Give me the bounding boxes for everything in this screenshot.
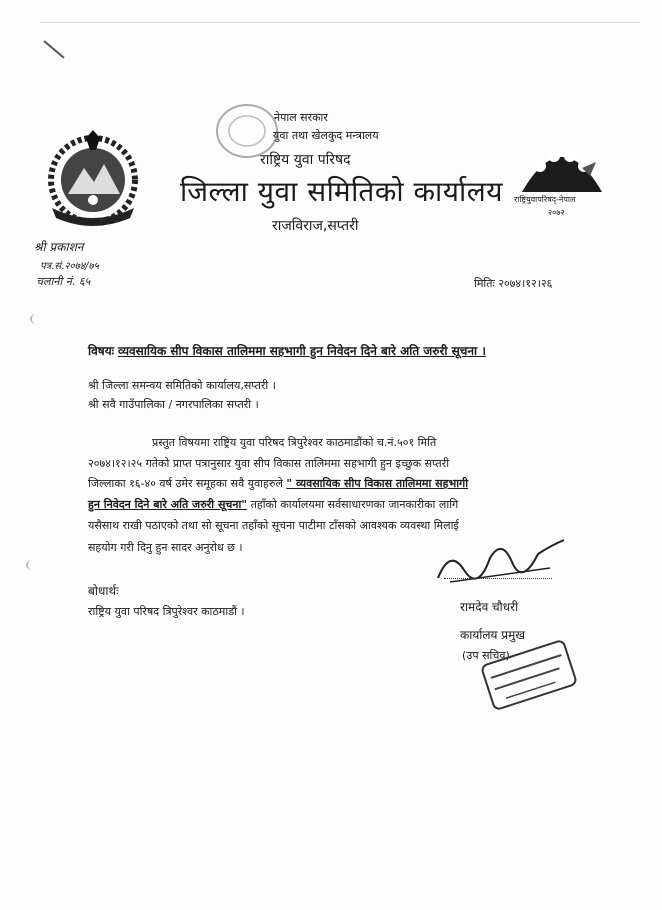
signature-line xyxy=(444,578,552,579)
body-line xyxy=(88,497,458,512)
cc-recipient: राष्ट्रिय युवा परिषद त्रिपुरेश्वर काठमाडौं । xyxy=(88,605,245,618)
handwritten-dispatch: चलानी नं. ६५ xyxy=(36,275,91,288)
office-title: जिल्ला युवा समितिको कार्यालय xyxy=(180,175,504,208)
nepal-emblem-icon xyxy=(38,128,148,230)
page-edge xyxy=(40,22,640,23)
body-text: जिल्लाका १६-४० वर्ष उमेर समूहका सवै युवाहरुले xyxy=(88,477,283,490)
punch-hole xyxy=(30,314,42,324)
body-line: २०७४।१२।२५ गतेको प्राप्त पत्रानुसार युवा सीप विकास तालिममा सहभागी हुन इच्छुक सप्तरी xyxy=(88,457,450,470)
office-address: राजविराज,सप्तरी xyxy=(272,218,359,234)
handwritten-ref: पत्र.सं.२०७४/७५ xyxy=(40,261,99,272)
signatory-name: रामदेव चौधरी xyxy=(460,600,519,614)
recipient: श्री सवै गाउँपालिका / नगरपालिका सप्तरी । xyxy=(88,398,259,411)
subject-line xyxy=(88,342,486,359)
council-name: राष्ट्रिय युवा परिषद xyxy=(260,152,351,168)
subject-text: व्यवसायिक सीप विकास तालिममा सहभागी हुन निवेदन दिने बारे अति जरुरी सूचना । xyxy=(117,344,486,358)
body-line: प्रस्तुत विषयमा राष्ट्रिय युवा परिषद त्रिपुरेश्वर काठमाडौंको च.नं.५०१ मिति xyxy=(152,436,437,449)
punch-hole xyxy=(26,560,38,570)
signatory-rank: (उप सचिव) xyxy=(462,649,510,662)
letter-date: मितिः २०७४।१२।२६ xyxy=(474,277,553,290)
ministry-name: युवा तथा खेलकुद मन्त्रालय xyxy=(273,129,379,142)
body-line: सहयोग गरी दिनु हुन सादर अनुरोध छ । xyxy=(88,541,243,554)
government-name: नेपाल सरकार xyxy=(274,111,328,124)
signatory-title: कार्यालय प्रमुख xyxy=(460,628,526,642)
body-line: यसैसाथ राखी पठाएको तथा सो सूचना तहाँको सूचना पाटीमा टाँसको आवश्यक व्यवस्था मिलाई xyxy=(88,519,459,532)
signature-icon xyxy=(430,528,570,590)
handwritten-note: श्री प्रकाशन xyxy=(34,240,84,254)
subject-label: विषयः xyxy=(88,344,115,358)
quoted-notice: हुन निवेदन दिने बारे अति जरुरी सूचना" xyxy=(88,498,248,511)
body-text: तहाँको कार्यालयमा सर्वसाधारणका जानकारीका लागि xyxy=(250,498,459,511)
body-line xyxy=(88,476,468,491)
cc-label: बोधार्थः xyxy=(88,584,119,598)
quoted-notice: " व्यवसायिक सीप विकास तालिममा सहभागी xyxy=(286,477,469,490)
pen-mark xyxy=(43,40,64,58)
logo-year: २०७२ xyxy=(548,208,565,217)
recipient: श्री जिल्ला समन्वय समितिको कार्यालय,सप्तरी । xyxy=(88,379,276,392)
official-seal-icon xyxy=(474,630,584,720)
logo-caption: राष्ट्रियुवापरिषद्-नेपाल xyxy=(514,195,576,204)
